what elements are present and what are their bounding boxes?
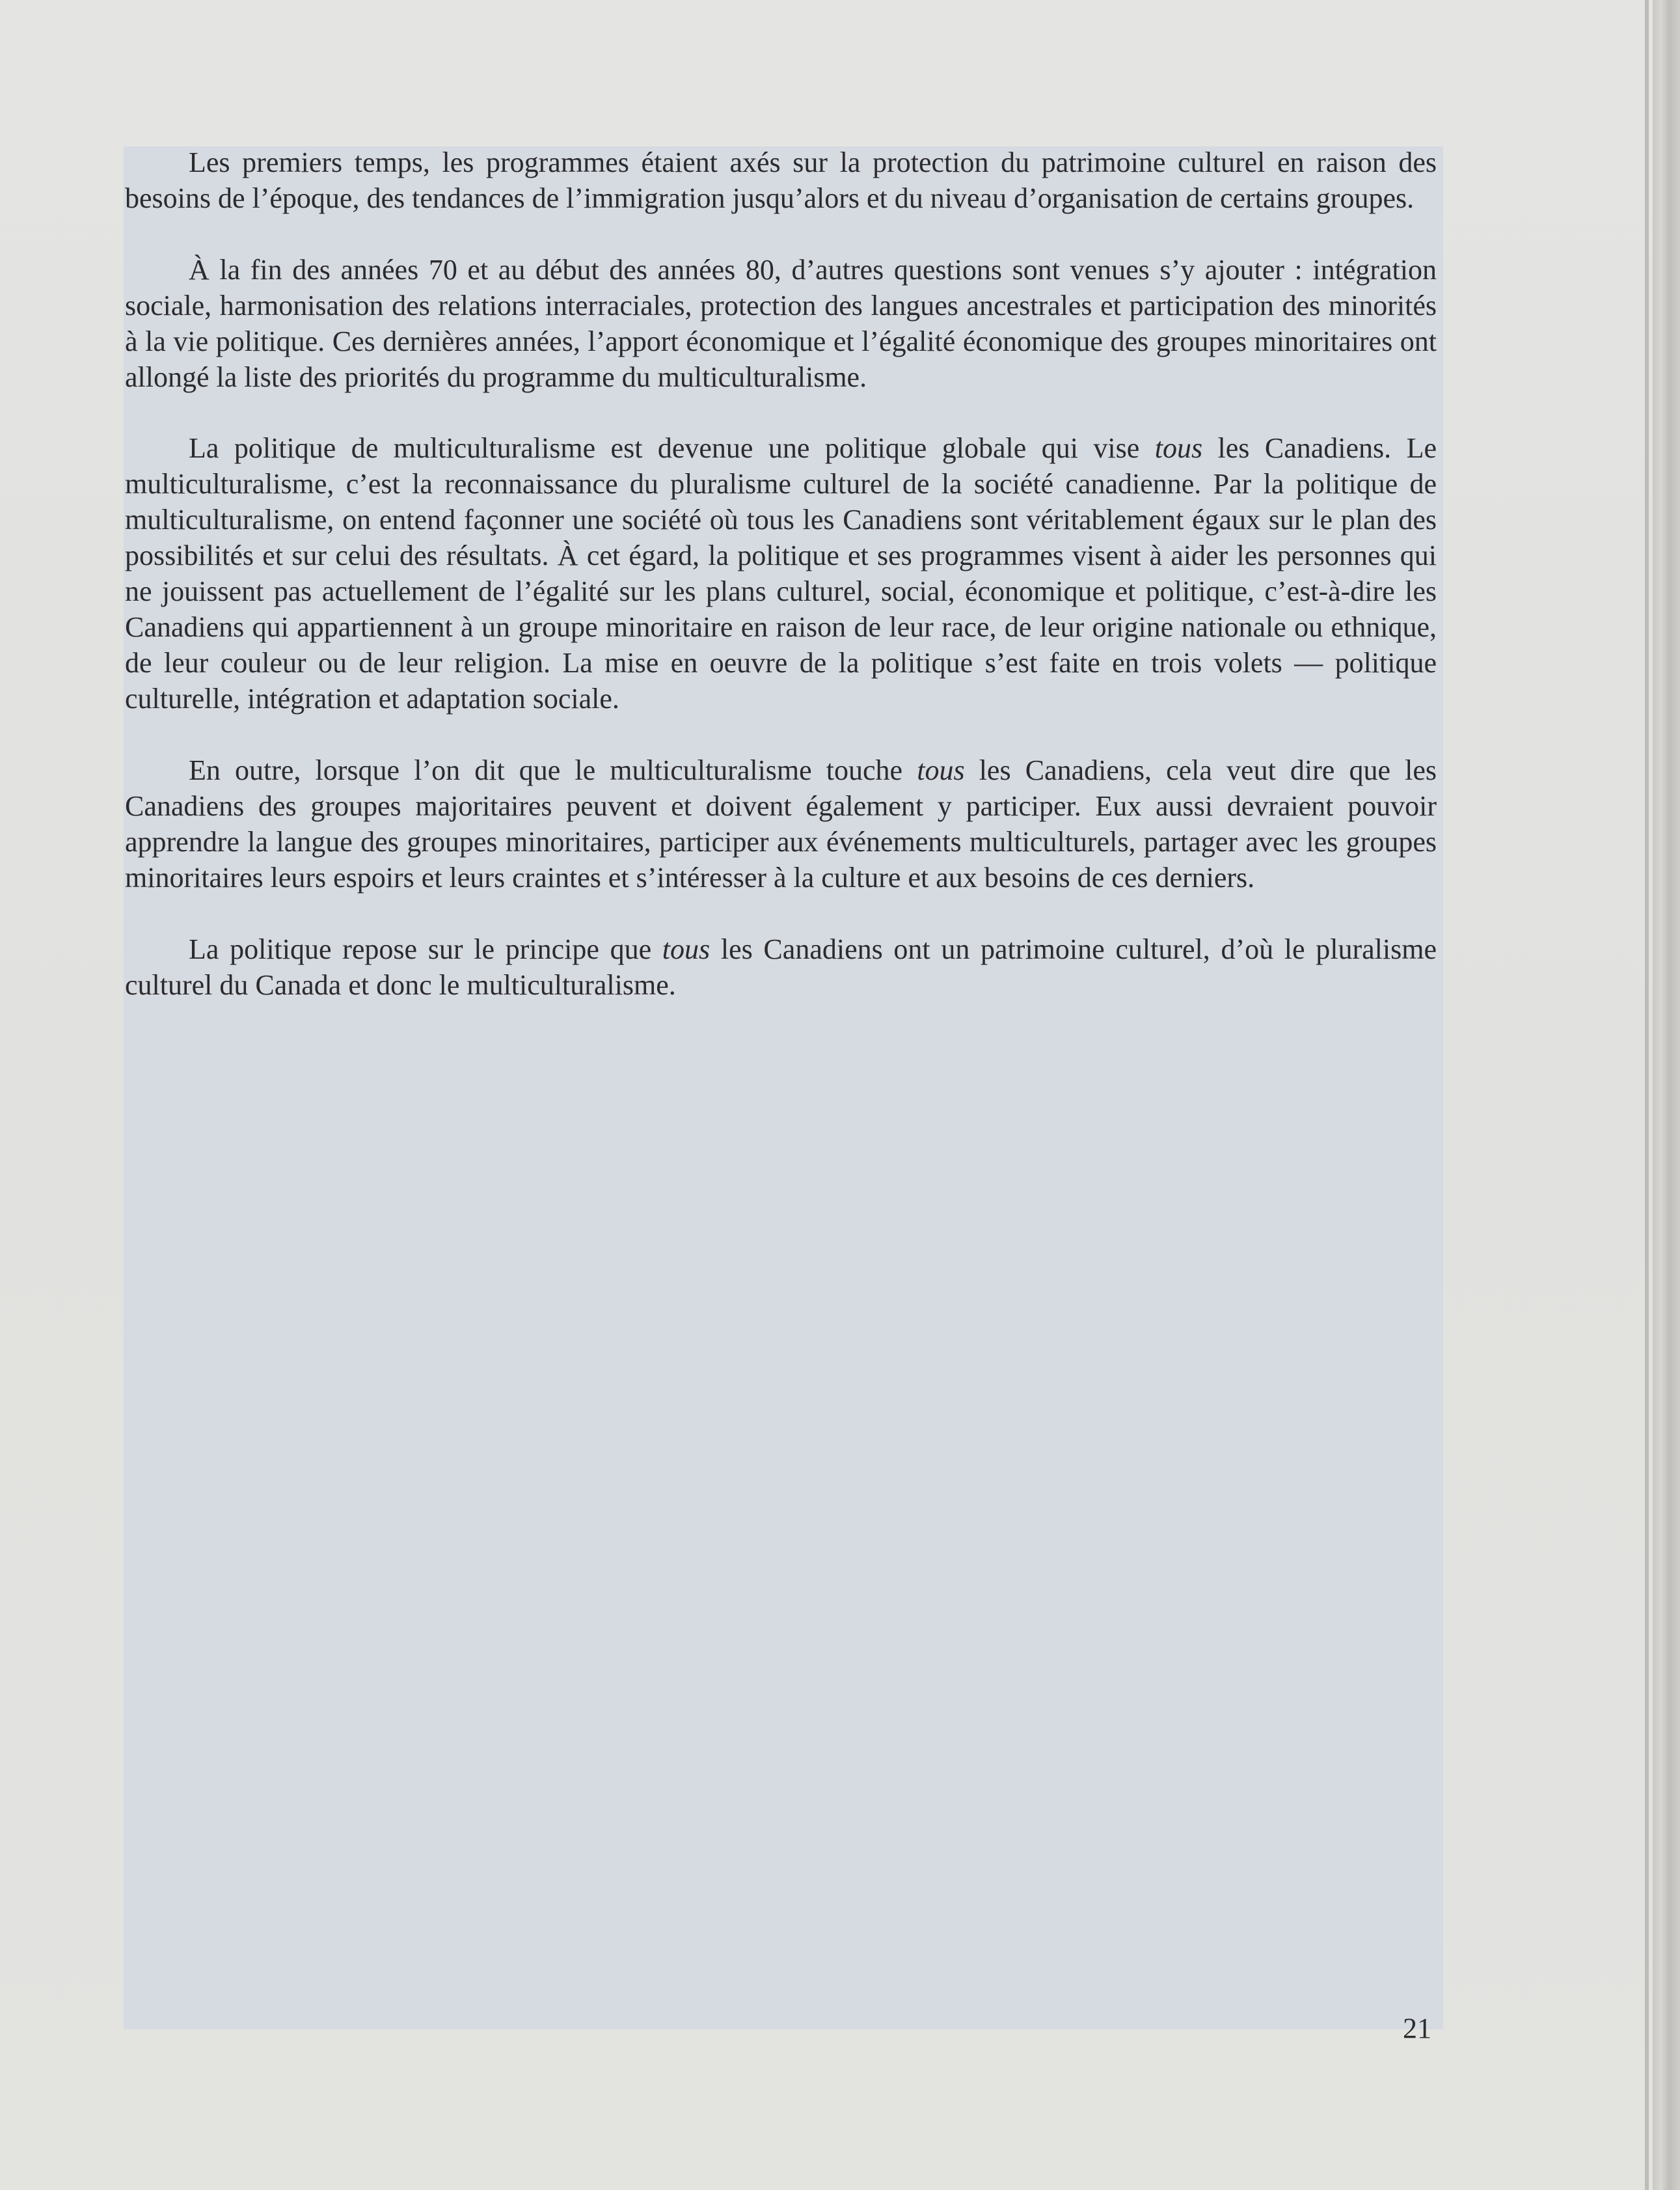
paragraph-text: les Canadiens ont un patrimoine culturel, d’où le pluralisme culturel du Canada et donc le multiculturalisme.: [125, 933, 1437, 1001]
emphasis-tous: tous: [1154, 432, 1203, 464]
paragraph-global-policy: [125, 430, 1437, 717]
paragraph-early-programs: [125, 144, 1437, 216]
paragraph-new-questions: [125, 252, 1437, 395]
paragraph-text: À la fin des années 70 et au début des années 80, d’autres questions sont venues s’y ajouter : intégration sociale, harmonisation des relations interraciales, protection des langues ancestrales et participation des minorités à la vie politique. Ces dernières années, l’apport économique et l’égalité économique des groupes minoritaires ont allongé la liste des priorités du programme du multiculturalisme.: [125, 254, 1437, 393]
paragraph-text: La politique repose sur le principe que: [189, 933, 662, 965]
emphasis-tous: tous: [662, 933, 711, 965]
emphasis-tous: tous: [917, 754, 965, 786]
paragraph-text: En outre, lorsque l’on dit que le multiculturalisme touche: [189, 754, 917, 786]
paragraph-principle: [125, 931, 1437, 1003]
paragraph-text: Les premiers temps, les programmes étaient axés sur la protection du patrimoine culturel en raison des besoins de l’époque, des tendances de l’immigration jusqu’alors et du niveau d’organisation de certains groupes.: [125, 146, 1437, 214]
page-edge: [1653, 0, 1680, 2190]
paragraph-text: La politique de multiculturalisme est devenue une politique globale qui vise: [189, 432, 1155, 464]
paragraph-text: les Canadiens, cela veut dire que les Canadiens des groupes majoritaires peuvent et doivent également y participer. Eux aussi devraient pouvoir apprendre la langue des groupes minoritaires, participer aux événements multiculturels, partager avec les groupes minoritaires leurs espoirs et leurs craintes et s’intéresser à la culture et aux besoins de ces derniers.: [125, 754, 1437, 894]
body-text: [125, 144, 1437, 1038]
paragraph-text: les Canadiens. Le multiculturalisme, c’est la reconnaissance du pluralisme culturel de la société canadienne. Par la politique de multiculturalisme, on entend façonner une société où tous les Canadiens sont véritablement égaux sur le plan des possibilités et sur celui des résultats. À cet égard, la politique et ses programmes visent à aider les personnes qui ne jouissent pas actuellement de l’égalité sur les plans culturel, social, économique et politique, c’est-à-dire les Canadiens qui appartiennent à un groupe minoritaire en raison de leur race, de leur origine nationale ou ethnique, de leur couleur ou de leur religion. La mise en oeuvre de la politique s’est faite en trois volets — politique culturelle, intégration et adaptation sociale.: [125, 432, 1437, 715]
page-edge-shadow: [1645, 0, 1649, 2190]
page-number: 21: [1403, 2012, 1431, 2044]
paragraph-majority-groups: [125, 752, 1437, 896]
